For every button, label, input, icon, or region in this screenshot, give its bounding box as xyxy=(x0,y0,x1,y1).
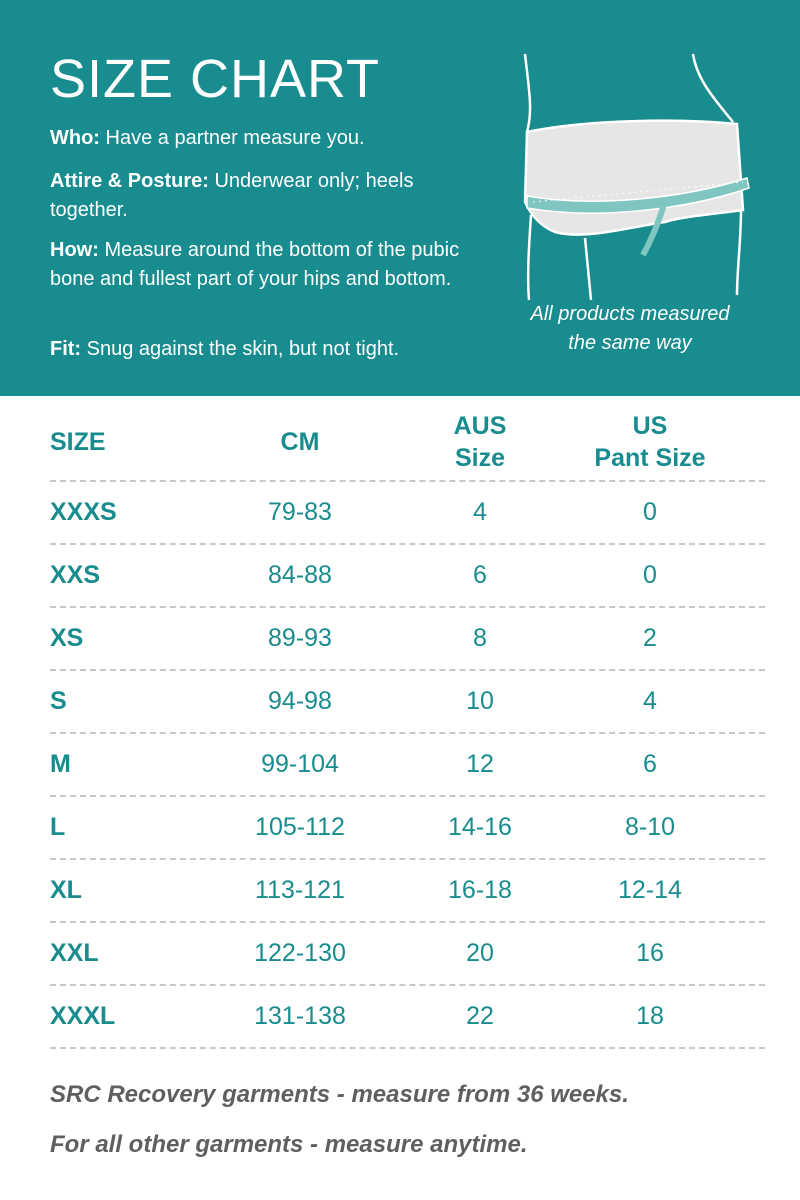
header-cm: CM xyxy=(280,428,320,456)
instruction-fit-label: Fit: xyxy=(50,338,82,360)
cell-aus: 10 xyxy=(466,687,494,715)
cell-cm: 131-138 xyxy=(254,1002,346,1030)
table-row xyxy=(50,482,765,545)
table-header xyxy=(50,400,765,482)
instruction-who-label: Who: xyxy=(50,127,100,149)
cell-size: XXS xyxy=(50,561,101,589)
instruction-who-text: Have a partner measure you. xyxy=(99,127,365,149)
cell-us: 18 xyxy=(636,1002,664,1030)
cell-size: XXL xyxy=(50,939,99,967)
instruction-attire xyxy=(50,167,450,225)
instruction-how xyxy=(50,236,460,294)
size-table xyxy=(50,400,765,1049)
caption-line-1: All products measured xyxy=(530,303,730,325)
cell-cm: 94-98 xyxy=(268,687,332,715)
cell-aus: 4 xyxy=(473,498,487,526)
header-size: SIZE xyxy=(50,428,106,456)
cell-us: 4 xyxy=(643,687,657,715)
cell-aus: 16-18 xyxy=(448,876,512,904)
instruction-fit-text: Snug against the skin, but not tight. xyxy=(81,338,400,360)
table-row xyxy=(50,860,765,923)
instruction-fit xyxy=(50,335,490,364)
cell-us: 0 xyxy=(643,561,657,589)
cell-aus: 20 xyxy=(466,939,494,967)
instruction-who xyxy=(50,124,490,153)
cell-size: L xyxy=(50,813,66,841)
cell-us: 0 xyxy=(643,498,657,526)
cell-us: 8-10 xyxy=(624,813,676,841)
page-title: SIZE CHART xyxy=(50,49,381,109)
caption-line-2: the same way xyxy=(568,332,692,354)
header-aus xyxy=(405,410,555,474)
table-row xyxy=(50,986,765,1049)
cell-size: M xyxy=(50,750,71,778)
table-row xyxy=(50,608,765,671)
cell-us: 16 xyxy=(636,939,664,967)
header-aus-line-1: AUS xyxy=(453,412,507,440)
cell-cm: 113-121 xyxy=(255,876,345,904)
instruction-how-label: How: xyxy=(50,239,99,261)
header-us xyxy=(575,410,725,474)
table-row xyxy=(50,797,765,860)
cell-cm: 99-104 xyxy=(261,750,339,778)
note-other-garments: For all other garments - measure anytime. xyxy=(50,1131,528,1158)
cell-aus: 22 xyxy=(466,1002,494,1030)
table-row xyxy=(50,545,765,608)
cell-us: 12-14 xyxy=(618,876,682,904)
table-row xyxy=(50,923,765,986)
header-us-line-2: Pant Size xyxy=(594,444,706,472)
cell-size: XS xyxy=(50,624,84,652)
cell-us: 2 xyxy=(643,624,657,652)
cell-cm: 89-93 xyxy=(268,624,332,652)
cell-us: 6 xyxy=(643,750,657,778)
figure-caption xyxy=(495,300,765,358)
cell-cm: 105-112 xyxy=(255,813,345,841)
instruction-attire-text: Underwear only; heels together. xyxy=(50,170,414,221)
cell-size: XXXS xyxy=(50,498,117,526)
table-row xyxy=(50,734,765,797)
instruction-attire-label: Attire & Posture: xyxy=(50,170,209,192)
cell-aus: 14-16 xyxy=(448,813,512,841)
note-src-recovery: SRC Recovery garments - measure from 36 weeks. xyxy=(50,1081,629,1108)
header-us-line-1: US xyxy=(632,412,668,440)
cell-aus: 8 xyxy=(473,624,487,652)
cell-size: XL xyxy=(50,876,82,904)
cell-aus: 12 xyxy=(466,750,494,778)
instruction-how-text: Measure around the bottom of the pubic bone and fullest part of your hips and bottom. xyxy=(50,239,460,290)
cell-cm: 84-88 xyxy=(268,561,332,589)
hips-tape-measure-illustration-icon xyxy=(515,50,765,300)
cell-size: S xyxy=(50,687,67,715)
cell-size: XXXL xyxy=(50,1002,116,1030)
header-aus-line-2: Size xyxy=(454,444,506,472)
table-row xyxy=(50,671,765,734)
cell-cm: 79-83 xyxy=(268,498,332,526)
cell-aus: 6 xyxy=(473,561,487,589)
header-panel xyxy=(0,0,800,396)
cell-cm: 122-130 xyxy=(254,939,346,967)
